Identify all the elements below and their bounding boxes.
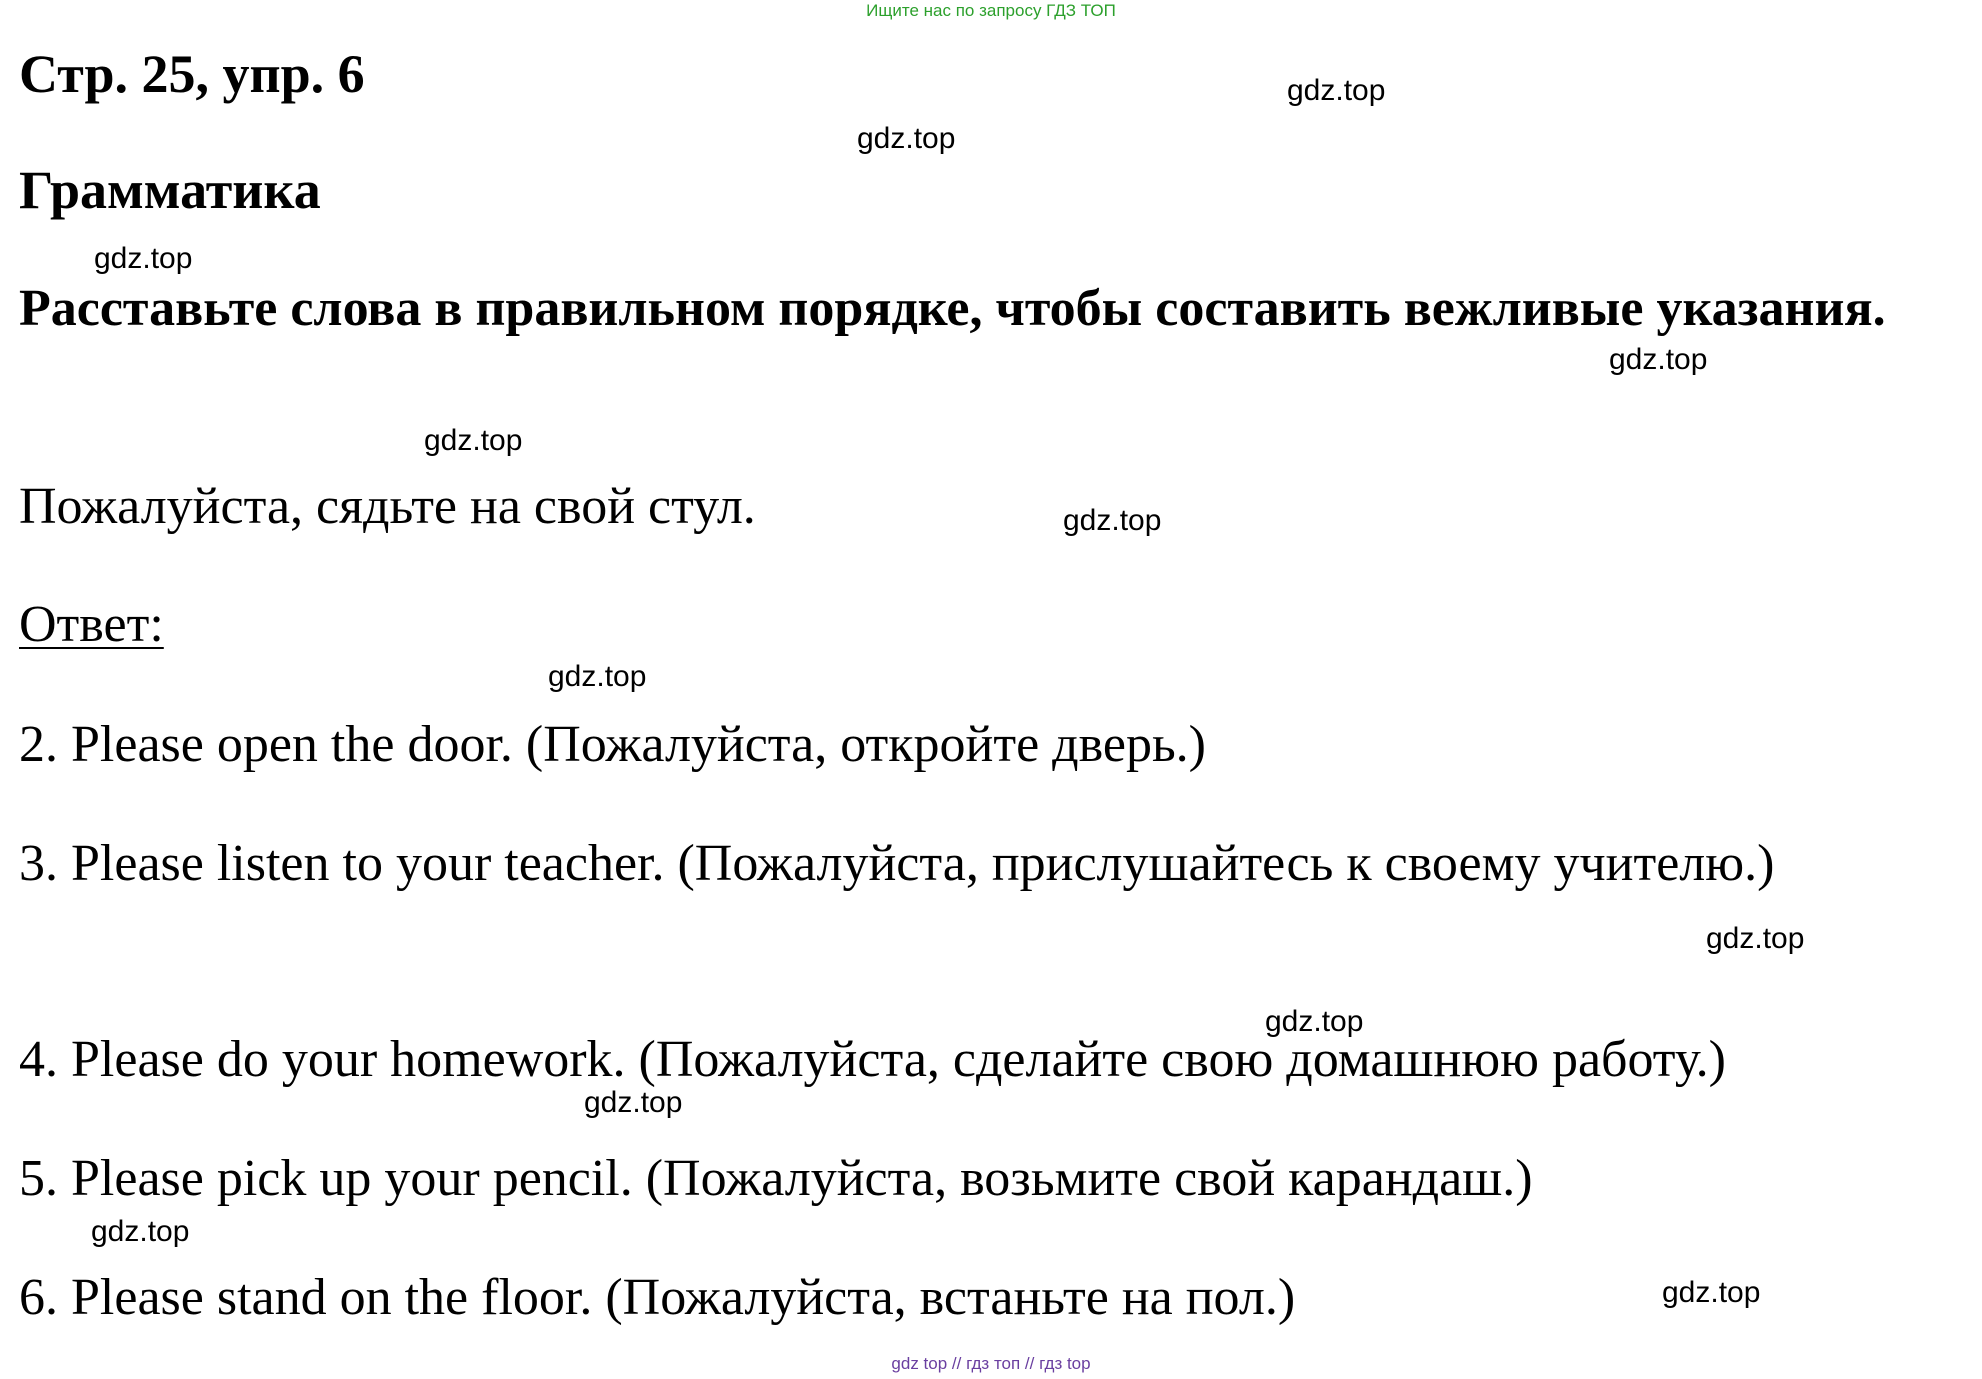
watermark: gdz.top <box>857 122 956 155</box>
answer-item: 3. Please listen to your teacher. (Пожалуйста, прислушайтесь к своему учителю.) <box>19 835 1775 892</box>
answer-item: 4. Please do your homework. (Пожалуйста, сделайте свою домашнюю работу.) <box>19 1031 1726 1088</box>
watermark: gdz.top <box>91 1215 190 1248</box>
example-sentence: Пожалуйста, сядьте на свой стул. <box>19 478 756 535</box>
answer-item: 6. Please stand on the floor. (Пожалуйста, встаньте на пол.) <box>19 1269 1296 1326</box>
watermark: gdz.top <box>548 660 647 693</box>
footer-links[interactable]: gdz top // гдз топ // гдз top <box>891 1354 1091 1373</box>
watermark: gdz.top <box>94 242 193 275</box>
watermark: gdz.top <box>1265 1005 1364 1038</box>
watermark: gdz.top <box>424 424 523 457</box>
watermark: gdz.top <box>1063 504 1162 537</box>
answer-label: Ответ: <box>19 596 164 653</box>
watermark: gdz.top <box>1287 74 1386 107</box>
section-title: Грамматика <box>19 160 321 220</box>
answer-item: 2. Please open the door. (Пожалуйста, откройте дверь.) <box>19 716 1206 773</box>
watermark: gdz.top <box>1706 922 1805 955</box>
answer-item: 5. Please pick up your pencil. (Пожалуйста, возьмите свой карандаш.) <box>19 1150 1533 1207</box>
watermark: gdz.top <box>584 1086 683 1119</box>
task-instruction: Расставьте слова в правильном порядке, чтобы составить вежливые указания. <box>19 280 1886 337</box>
watermark: gdz.top <box>1662 1276 1761 1309</box>
watermark: gdz.top <box>1609 343 1708 376</box>
page-title: Стр. 25, упр. 6 <box>19 44 365 104</box>
search-hint-banner: Ищите нас по запросу ГДЗ ТОП <box>866 1 1116 20</box>
